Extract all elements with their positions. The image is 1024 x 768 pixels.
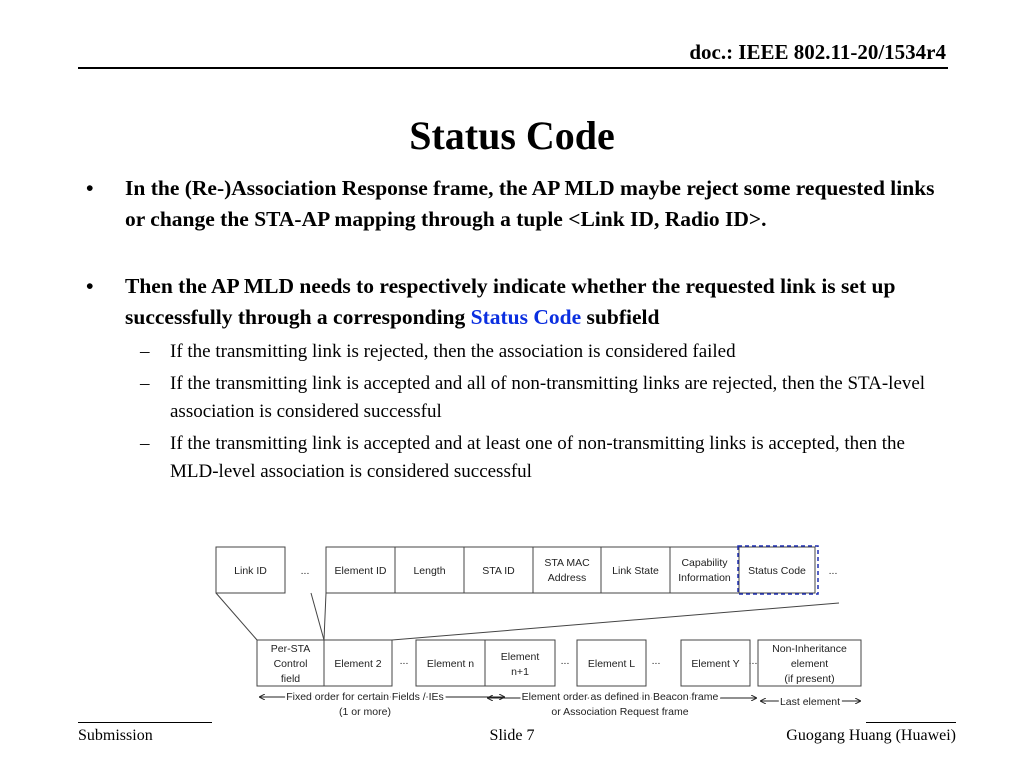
fixed-order-label-2: (1 or more) [339,706,391,718]
slide-title: Status Code [409,113,615,158]
fixed-order-label-1: Fixed order for certain Fields / IEs [286,691,444,703]
length-label: Length [413,565,446,577]
link-state-label: Link State [612,565,659,577]
bullet-text-2-end: subfield [586,305,660,329]
element-n-label: Element n [426,658,475,670]
footer-submission: Submission [78,727,153,744]
ellipsis-label: ... [560,655,570,667]
element-l-label: Element L [587,658,636,670]
sta-mac-box [533,547,601,593]
non-inheritance-label-2: element [790,658,829,670]
sub-bullet-text-1: If the transmitting link is rejected, then the association is considered failed [170,341,736,362]
element-n1-box [485,640,555,686]
trailing-ellipsis-label: ... [828,565,838,577]
capability-label-2: Information [678,572,731,584]
per-sta-label-3: field [280,673,301,685]
footer-rule-right [866,722,956,723]
non-inheritance-label-1: Non-Inheritance [772,643,847,655]
footer-author: Guogang Huang (Huawei) [786,727,956,744]
bullet-text-2 [125,271,955,333]
element-2-label: Element 2 [334,658,382,670]
element-order-label-2: or Association Request frame [551,706,689,718]
doc-id: doc.: IEEE 802.11-20/1534r4 [689,40,946,64]
sub-bullet-marker: – [140,373,150,394]
status-code-highlight: Status Code [470,305,582,329]
element-id-label: Element ID [334,565,387,577]
bullet-marker: • [86,274,94,298]
element-n1-label-1: Element [500,651,540,663]
status-code-label: Status Code [748,565,806,577]
sub-bullet-text-2: If the transmitting link is accepted and all of non-transmitting links are rejected, then the STA-level association is considered successful [170,373,926,422]
bullet-marker: • [86,176,94,200]
ellipsis-label: ... [651,655,661,667]
per-sta-label-2: Control [273,658,308,670]
footer-slide-number: Slide 7 [489,727,535,744]
footer-rule-left [78,722,212,723]
capability-label-1: Capability [681,557,728,569]
per-sta-label-1: Per-STA [270,643,311,655]
header-rule [78,67,948,69]
capability-box [670,547,739,593]
last-element-label: Last element [779,696,841,708]
sub-bullet-text-3: If the transmitting link is accepted and at least one of non-transmitting links is accepted, then the MLD-level association is considered successful [170,433,905,482]
non-inheritance-label-3: (if present) [784,673,835,685]
sta-id-label: STA ID [482,565,515,577]
element-order-label-1: Element order as defined in Beacon frame [521,691,719,703]
frame-format-diagram [205,540,870,725]
element-y-label: Element Y [691,658,740,670]
sub-bullet-marker: – [140,433,150,454]
link-id-label: Link ID [234,565,267,577]
bullet-text-1: In the (Re-)Association Response frame, the AP MLD maybe reject some requested links or change the STA-AP mapping through a tuple <Link ID, Radio ID>. [125,176,935,231]
element-n1-label-2: n+1 [511,666,529,678]
sta-mac-label-2: Address [547,572,587,584]
ellipsis-label: ... [399,655,409,667]
sta-mac-label-1: STA MAC [544,557,590,569]
ellipsis-label: ... [300,565,310,577]
bullet-text-2-start: Then the AP MLD needs to respectively indicate whether the requested link is set up successfully through a corresponding [125,274,896,329]
sub-bullet-marker: – [140,341,150,362]
ellipsis-label: ... [748,655,758,667]
